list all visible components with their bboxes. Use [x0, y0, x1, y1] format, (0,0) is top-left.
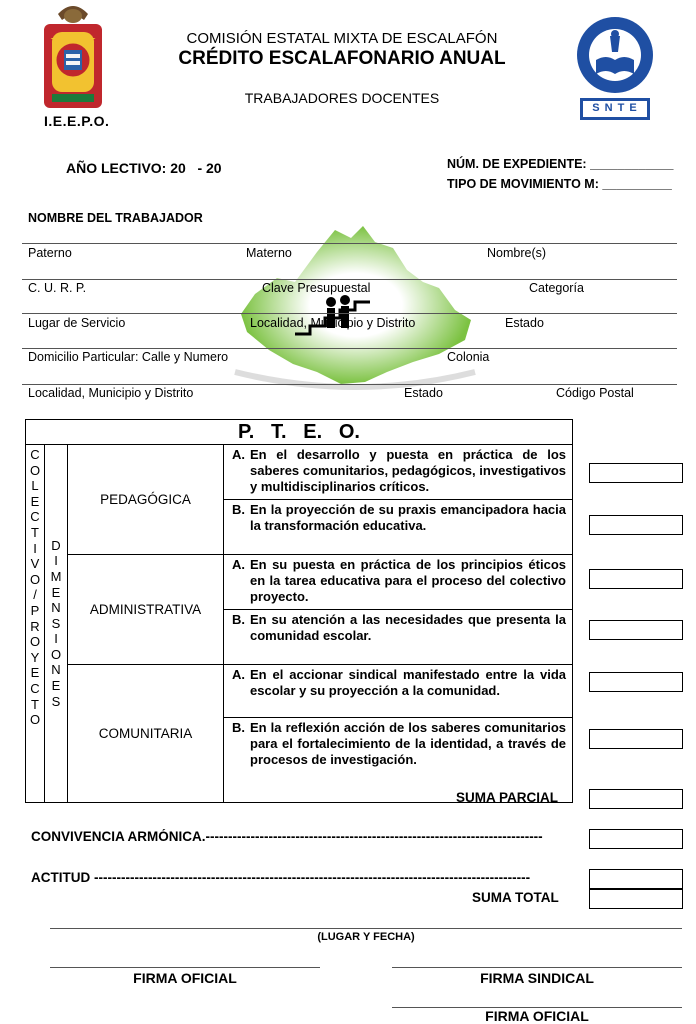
vertical-letter: I: [54, 553, 58, 569]
ano-lectivo: AÑO LECTIVO: 20 - 20: [66, 160, 222, 176]
pteo-table: [25, 419, 573, 803]
label-estado-servicio: Estado: [505, 316, 544, 330]
firma-sindical-line: [392, 967, 682, 968]
vertical-letter: Y: [30, 649, 40, 665]
vertical-letter: S: [51, 615, 61, 631]
vertical-letter: I: [54, 631, 58, 647]
vertical-letter: O: [29, 712, 41, 728]
label-categoria: Categoría: [529, 281, 584, 295]
vertical-letter: C: [30, 680, 40, 696]
vertical-letter: R: [30, 618, 40, 634]
vertical-letter: O: [50, 646, 62, 662]
vertical-letter: E: [51, 678, 61, 694]
score-box-pedagogica-a[interactable]: [589, 463, 683, 483]
firma-oficial-right-label: FIRMA OFICIAL: [485, 1008, 589, 1024]
vertical-letter: E: [30, 493, 40, 509]
firma-sindical-label: FIRMA SINDICAL: [480, 970, 594, 986]
header-line-3: TRABAJADORES DOCENTES: [244, 90, 440, 106]
dimension-pedagogica: PEDAGÓGICA: [68, 445, 224, 555]
vertical-letter: C: [30, 447, 40, 462]
vertical-letter: N: [51, 662, 61, 678]
score-box-suma-parcial[interactable]: [589, 789, 683, 809]
label-colonia: Colonia: [447, 350, 490, 364]
criterion-pedagogica-b: B. En la proyección de su praxis emancipadora hacia la transformación educativa.: [224, 500, 573, 555]
lugar-fecha-line: [50, 928, 682, 929]
convivencia-label: CONVIVENCIA ARMÓNICA.---------------------------------------------------------------------------: [31, 829, 543, 844]
suma-parcial-label: SUMA PARCIAL: [456, 790, 558, 805]
divider: [22, 348, 677, 349]
score-box-suma-total[interactable]: [589, 889, 683, 909]
suma-total-label: SUMA TOTAL: [472, 890, 559, 905]
label-localidad-servicio: Localidad, Municipio y Distrito: [250, 316, 416, 330]
header-line-1: COMISIÓN ESTATAL MIXTA DE ESCALAFÓN: [186, 30, 498, 47]
criterion-comunitaria-a: A. En el accionar sindical manifestado entre la vida escolar y su proyección a la comunidad.: [224, 665, 573, 718]
score-box-comunitaria-b[interactable]: [589, 729, 683, 749]
vertical-letter: P: [30, 602, 40, 618]
label-nombres: Nombre(s): [487, 246, 547, 260]
vertical-letter: T: [31, 524, 39, 540]
colectivo-proyecto-vertical: [26, 445, 45, 803]
vertical-letter: /: [33, 587, 37, 603]
num-expediente: NÚM. DE EXPEDIENTE: ____________: [447, 157, 674, 171]
score-box-actitud[interactable]: [589, 869, 683, 889]
vertical-letter: D: [51, 537, 61, 553]
score-box-administrativa-a[interactable]: [589, 569, 683, 589]
divider: [22, 279, 677, 280]
pteo-title: P. T. E. O.: [26, 420, 573, 445]
ieepo-logo: [40, 2, 106, 110]
divider: [22, 313, 677, 314]
label-paterno: Paterno: [28, 246, 72, 260]
svg-text:★: ★: [88, 34, 97, 44]
svg-text:★: ★: [50, 34, 59, 44]
score-box-comunitaria-a[interactable]: [589, 672, 683, 692]
lugar-fecha-label: (LUGAR Y FECHA): [317, 931, 415, 943]
vertical-letter: O: [29, 462, 41, 478]
vertical-letter: T: [31, 696, 39, 712]
score-box-administrativa-b[interactable]: [589, 620, 683, 640]
header-line-2: CRÉDITO ESCALAFONARIO ANUAL: [178, 48, 506, 69]
criterion-comunitaria-b: B. En la reflexión acción de los saberes comunitarios para el fortalecimiento de la identidad, a través de procesos de investigación.: [224, 718, 573, 803]
label-materno: Materno: [246, 246, 292, 260]
vertical-letter: L: [31, 478, 39, 494]
criterion-pedagogica-a: A. En el desarrollo y puesta en práctica de los saberes comunitarios, pedagógicos, investigativos y multidisciplinarios críticos.: [224, 445, 573, 500]
firma-oficial-left-label: FIRMA OFICIAL: [133, 970, 237, 986]
ieepo-caption: I.E.E.P.O.: [44, 113, 110, 129]
vertical-letter: E: [51, 584, 61, 600]
label-estado-particular: Estado: [404, 386, 443, 400]
label-codigo-postal: Código Postal: [556, 386, 634, 400]
actitud-label: ACTITUD -------------------------------------------------------------------------------------------------: [31, 870, 531, 885]
vertical-letter: I: [33, 540, 37, 556]
score-box-pedagogica-b[interactable]: [589, 515, 683, 535]
divider: [22, 384, 677, 385]
label-lugar-servicio: Lugar de Servicio: [28, 316, 126, 330]
vertical-letter: M: [50, 568, 62, 584]
dimension-administrativa: ADMINISTRATIVA: [68, 555, 224, 665]
worker-title: NOMBRE DEL TRABAJADOR: [28, 211, 203, 225]
dimension-comunitaria: COMUNITARIA: [68, 665, 224, 803]
criterion-administrativa-b: B. En su atención a las necesidades que presenta la comunidad escolar.: [224, 610, 573, 665]
divider: [22, 243, 677, 244]
vertical-letter: O: [29, 571, 41, 587]
tipo-movimiento: TIPO DE MOVIMIENTO M: __________: [447, 177, 672, 191]
vertical-letter: O: [29, 634, 41, 650]
firma-oficial-left-line: [50, 967, 320, 968]
vertical-letter: N: [51, 600, 61, 616]
vertical-letter: V: [30, 556, 40, 572]
dimensiones-vertical: [45, 445, 68, 803]
vertical-letter: S: [51, 693, 61, 709]
vertical-letter: E: [30, 665, 40, 681]
label-localidad-particular: Localidad, Municipio y Distrito: [28, 386, 194, 400]
snte-caption: S N T E: [592, 102, 638, 114]
score-box-convivencia[interactable]: [589, 829, 683, 849]
label-clave-presupuestal: Clave Presupuestal: [262, 281, 371, 295]
criterion-administrativa-a: A. En su puesta en práctica de los principios éticos en la tarea educativa para el proceso del colectivo proyecto.: [224, 555, 573, 610]
label-domicilio: Domicilio Particular: Calle y Numero: [28, 350, 229, 364]
vertical-letter: C: [30, 509, 40, 525]
label-curp: C. U. R. P.: [28, 281, 87, 295]
